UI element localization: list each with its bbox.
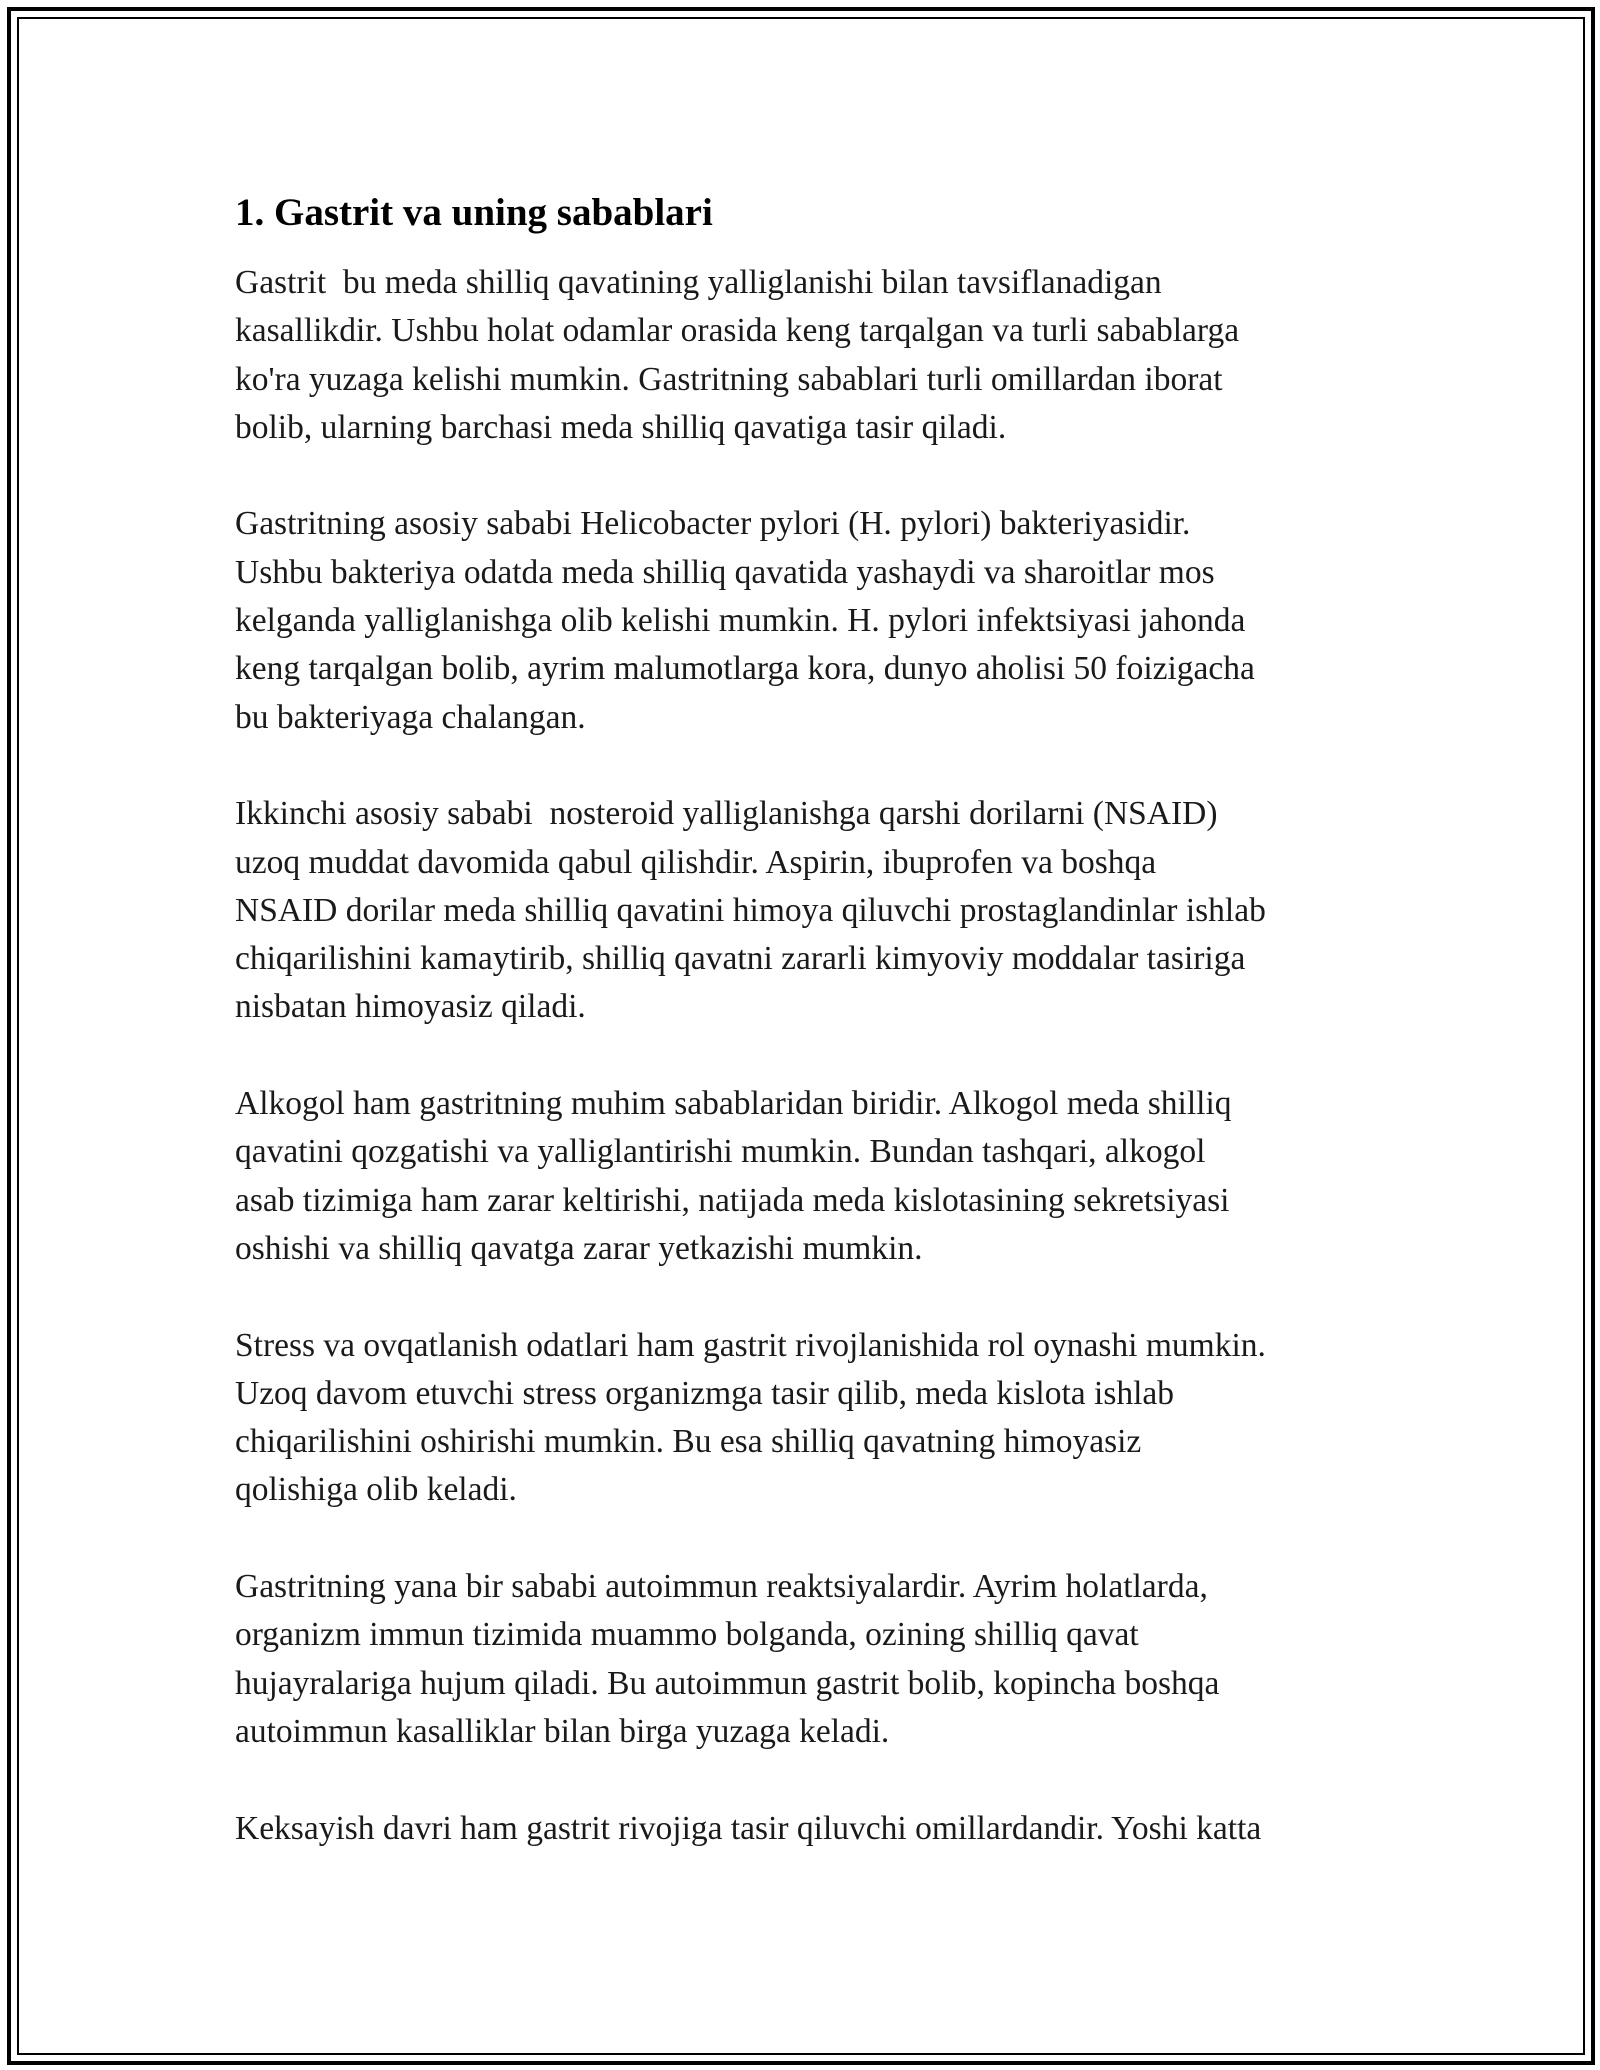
- section-heading: 1. Gastrit va uning sabablari: [235, 191, 713, 234]
- paragraph-stress: Stress va ovqatlanish odatlari ham gastrit rivojlanishida rol oynashi mumkin. Uzoq davom etuvchi stress organizmga tasir qilib, meda kislota ishlab chiqarilishini oshirishi mumkin. Bu esa shilliq qavatning himoyasiz qolishiga olib keladi.: [235, 1326, 1266, 1509]
- paragraph-h-pylori: Gastritning asosiy sababi Helicobacter pylori (H. pylori) bakteriyasidir. Ushbu bakteriya odatda meda shilliq qavatida yashaydi va sharoitlar mos kelganda yalliglanishga olib kelishi mumkin. H. pylori infektsiyasi jahonda keng tarqalgan bolib, ayrim malumotlarga kora, dunyo aholisi 50 foizigacha bu bakteriyaga chalangan.: [235, 505, 1255, 736]
- paragraph-definition: Gastrit bu meda shilliq qavatining yalliglanishi bilan tavsiflanadigan kasallikdir. Ushbu holat odamlar orasida keng tarqalgan va turli sabablarga ko'ra yuzaga kelishi mumkin. Gastritning sabablari turli omillardan iborat bolib, ularning barchasi meda shilliq qavatiga tasir qiladi.: [235, 264, 1240, 446]
- paragraph-nsaid: Ikkinchi asosiy sababi nosteroid yalliglanishga qarshi dorilarni (NSAID) uzoq muddat davomida qabul qilishdir. Aspirin, ibuprofen va boshqa NSAID dorilar meda shilliq qavatini himoya qiluvchi prostaglandinlar ishlab chiqarilishini kamaytirib, shilliq qavatni zararli kimyoviy moddalar tasiriga nisbatan himoyasiz qiladi.: [235, 795, 1266, 1026]
- paragraph-autoimmune: Gastritning yana bir sababi autoimmun reaktsiyalardir. Ayrim holatlarda, organizm immun tizimida muammo bolganda, ozining shilliq qavat hujayralariga hujum qiladi. Bu autoimmun gastrit bolib, kopincha boshqa autoimmun kasalliklar bilan birga yuzaga keladi.: [235, 1568, 1220, 1750]
- paragraph-alcohol: Alkogol ham gastritning muhim sabablaridan biridir. Alkogol meda shilliq qavatini qozgatishi va yalliglantirishi mumkin. Bundan tashqari, alkogol asab tizimiga ham zarar keltirishi, natijada meda kislotasining sekretsiyasi oshishi va shilliq qavatga zarar yetkazishi mumkin.: [235, 1085, 1232, 1267]
- document-body: [235, 185, 1385, 1853]
- paragraph-aging: Keksayish davri ham gastrit rivojiga tasir qiluvchi omillardandir. Yoshi katta: [235, 1809, 1262, 1847]
